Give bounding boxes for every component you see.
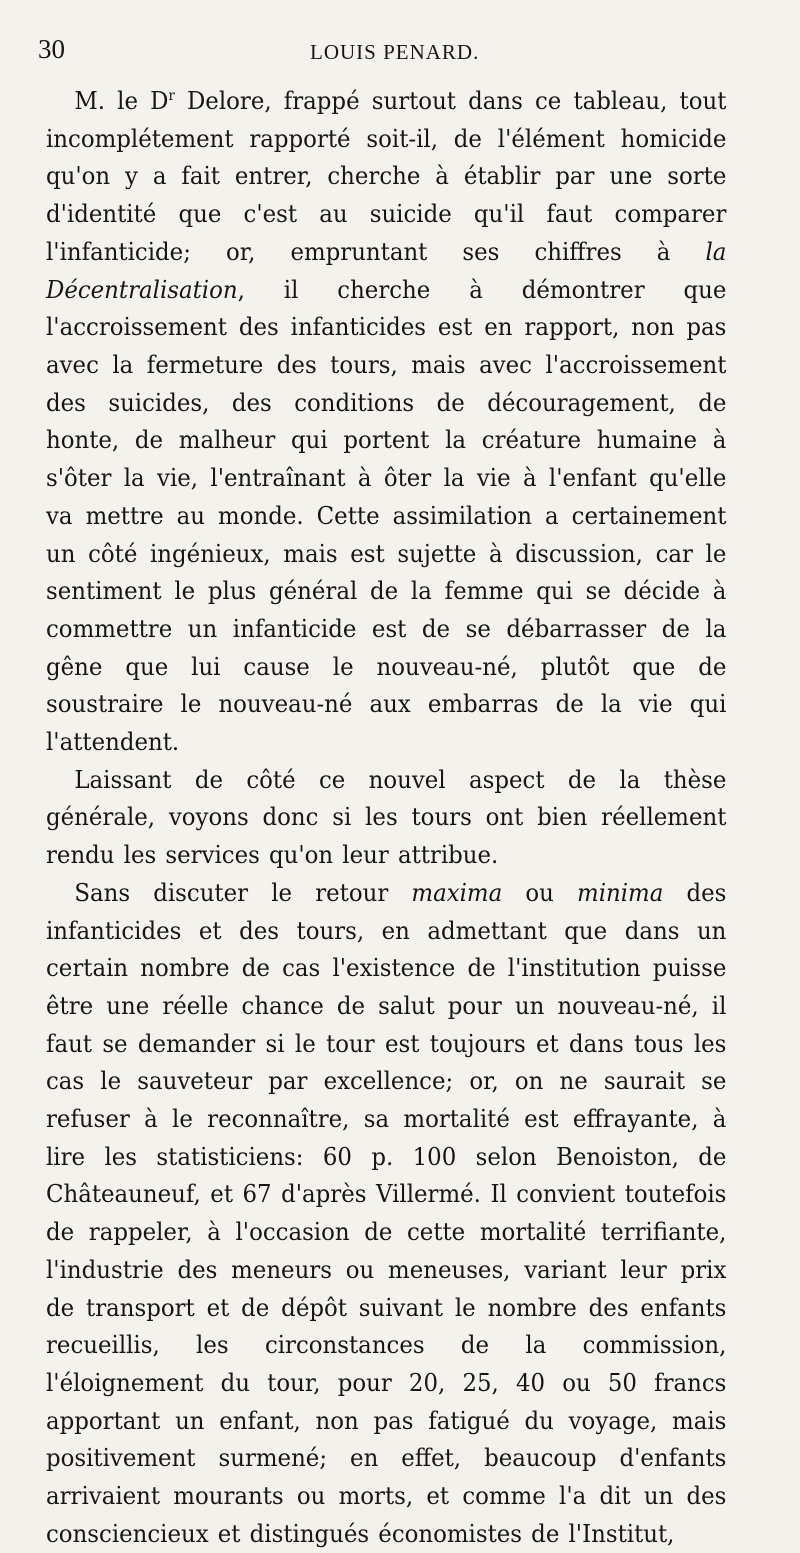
paragraph-3-run-1: Sans discuter le retour — [74, 878, 412, 907]
body-text — [46, 78, 727, 1548]
page-header — [38, 34, 758, 74]
paragraph-3-italic-minima: minima — [577, 878, 664, 907]
paragraph-1-superscript: r — [168, 88, 175, 104]
running-head: LOUIS PENARD. — [310, 40, 480, 64]
paragraph-3-run-3: ou — [502, 878, 578, 907]
paragraph-1-run-1: M. le D — [74, 87, 169, 116]
paragraph-3-italic-maxima: maxima — [411, 878, 503, 907]
paragraph-1-run-5: , il cherche à démontrer que l'accroissement des infanticides est en rapport, non pas avec la fermeture des tours, mais avec l'accroissement des suicides, des conditions de découragement, de honte, de malheur qui portent la créature humaine à s'ôter la vie, l'entraînant à ôter la vie à l'enfant qu'elle va mettre au monde. Cette assimilation a certainement un côté ingénieux, mais est sujette à discussion, car le sentiment le plus général de la femme qui se décide à commettre un infanticide est de se débarrasser de la gêne que lui cause le nouveau-né, plutôt que de soustraire le nouveau-né aux embarras de la vie qui l'attendent. — [46, 275, 727, 757]
paragraph-1 — [46, 78, 726, 762]
paragraph-3-run-5: des infanticides et des tours, en admettant que dans un certain nombre de cas l'existence de l'institution puisse être une réelle chance de salut pour un nouveau-né, il faut se demander si le tour est toujours et dans tous les cas le sauveteur par excellence; or, on ne saurait se refuser à le reconnaître, sa mortalité est effrayante, à lire les statisticiens: 60 p. 100 selon Benoiston, de Châteauneuf, et 67 d'après Villermé. Il convient toutefois de rappeler, à l'occasion de cette mortalité terrifiante, l'industrie des meneurs ou meneuses, variant leur prix de transport et de dépôt suivant le nombre des enfants recueillis, les circonstances de la commission, l'éloignement du tour, pour 20, 25, 40 ou 50 francs apportant un enfant, non pas fatigué du voyage, mais positivement surmené; en effet, beaucoup d'enfants arrivaient mourants ou morts, et comme l'a dit un des consciencieux et distingués économistes de l'Institut, — [46, 878, 727, 1548]
paragraph-3 — [46, 875, 726, 1553]
page-number: 30 — [38, 34, 65, 64]
paragraph-1-run-3: Delore, frappé surtout dans ce tableau, tout incomplétement rapporté soit-il, de l'élément homicide qu'on y a fait entrer, cherche à établir par une sorte d'identité que c'est au suicide qu'il faut comparer l'infanticide; or, empruntant ses chiffres à — [46, 87, 727, 266]
paragraph-2: Laissant de côté ce nouvel aspect de la thèse générale, voyons donc si les tours ont bien réellement rendu les services qu'on leur attribue. — [46, 765, 727, 870]
paragraph-1-italic-title: la Décentralisation — [46, 237, 727, 304]
